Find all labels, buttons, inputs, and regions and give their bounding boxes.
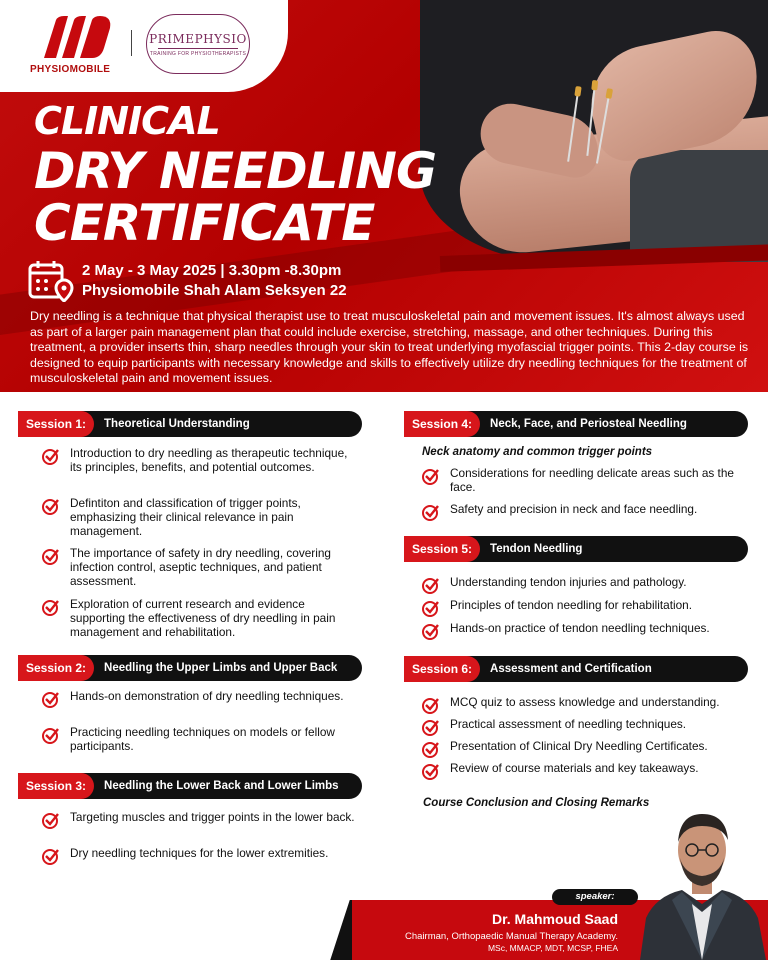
check-icon <box>422 576 440 594</box>
session-4-title: Neck, Face, and Periosteal Needling <box>490 418 687 430</box>
list-item <box>42 546 362 588</box>
check-icon <box>422 622 440 640</box>
list-item <box>422 575 752 594</box>
physiomobile-wordmark: PHYSIOMOBILE <box>30 64 111 75</box>
check-icon <box>42 811 60 829</box>
title-line-dry-needling: DRY NEEDLING <box>34 142 437 200</box>
session-5-title: Tendon Needling <box>490 543 583 555</box>
check-icon <box>42 547 60 565</box>
title-line-clinical: CLINICAL <box>34 99 220 143</box>
speaker-credentials: MSc, MMACP, MDT, MCSP, FHEA <box>487 943 618 953</box>
list-item <box>422 739 762 758</box>
session-3-header <box>18 773 362 799</box>
session-3-title: Needling the Lower Back and Lower Limbs <box>104 780 339 792</box>
course-description: Dry needling is a technique that physical therapist use to treat musculoskeletal pain and movement issues. It's almost always used as part of a larger pain management plan that could include exercise, stretching, massage, and other techniques. During this treatment, a provider inserts thin, sharp needles through your skin to treat underlying myofascial trigger points. This 2-day course is designed to equip participants with necessary knowledge and skills to effectively utilize dry needling techniques for the treatment of musculoskeletal pain and movement issues. <box>30 309 749 385</box>
physiomobile-logo <box>30 14 120 84</box>
check-icon <box>422 467 440 485</box>
primephysio-tagline: TRAINING FOR PHYSIOTHERAPISTS <box>149 50 247 57</box>
session-4-header <box>404 411 748 437</box>
check-icon <box>422 740 440 758</box>
speaker-tag: speaker: <box>552 889 638 905</box>
session-1-label: Session 1: <box>18 411 94 437</box>
check-icon <box>422 718 440 736</box>
list-item-text: Dry needling techniques for the lower extremities. <box>70 846 329 860</box>
session-1-header <box>18 411 362 437</box>
physiomobile-logo-icon <box>38 14 118 60</box>
speaker-name: Dr. Mahmoud Saad <box>491 911 618 927</box>
check-icon <box>422 599 440 617</box>
speaker-role: Chairman, Orthopaedic Manual Therapy Academy. <box>405 931 618 942</box>
check-icon <box>42 847 60 865</box>
session-2-title: Needling the Upper Limbs and Upper Back <box>104 662 338 674</box>
list-item <box>422 466 752 494</box>
list-item-text: Review of course materials and key takeaways. <box>450 761 699 775</box>
list-item-text: MCQ quiz to assess knowledge and understanding. <box>450 695 720 709</box>
list-item-text: Presentation of Clinical Dry Needling Certificates. <box>450 739 708 753</box>
speaker-photo <box>636 800 768 960</box>
session-4-subheading: Neck anatomy and common trigger points <box>422 446 653 458</box>
list-item-text: Introduction to dry needling as therapeutic technique, its principles, benefits, and potential outcomes. <box>70 446 348 474</box>
list-item-text: Safety and precision in neck and face needling. <box>450 502 698 516</box>
list-item-text: Hands-on practice of tendon needling techniques. <box>450 621 710 635</box>
session-6-header <box>404 656 748 682</box>
check-icon <box>42 497 60 515</box>
primephysio-logo <box>146 14 250 74</box>
logo-panel <box>0 0 288 92</box>
check-icon <box>422 762 440 780</box>
list-item <box>42 446 362 474</box>
list-item <box>42 496 362 538</box>
list-item-text: Hands-on demonstration of dry needling techniques. <box>70 689 344 703</box>
event-venue: Physiomobile Shah Alam Seksyen 22 <box>82 282 347 299</box>
session-5-label: Session 5: <box>404 536 480 562</box>
list-item <box>42 725 362 753</box>
list-item <box>422 502 752 521</box>
calendar-location-icon <box>28 260 74 302</box>
check-icon <box>42 726 60 744</box>
list-item <box>422 621 752 640</box>
session-2-header <box>18 655 362 681</box>
session-4-label: Session 4: <box>404 411 480 437</box>
list-item <box>42 810 362 829</box>
event-date-time: 2 May - 3 May 2025 | 3.30pm -8.30pm <box>82 262 342 279</box>
primephysio-wordmark: PRIMEPHYSIO <box>149 31 247 46</box>
session-6-label: Session 6: <box>404 656 480 682</box>
check-icon <box>422 503 440 521</box>
list-item-text: Exploration of current research and evidence supporting the effectiveness of dry needling in pain management and rehabilitation. <box>70 597 336 639</box>
list-item <box>422 761 762 780</box>
list-item-text: Practical assessment of needling techniques. <box>450 717 687 731</box>
list-item <box>422 695 762 714</box>
list-item <box>42 597 362 639</box>
list-item-text: Practicing needling techniques on models or fellow participants. <box>70 725 335 753</box>
list-item <box>422 598 752 617</box>
logo-divider <box>131 30 132 56</box>
list-item-text: Targeting muscles and trigger points in the lower back. <box>70 810 355 824</box>
list-item <box>42 846 362 865</box>
list-item-text: Understanding tendon injuries and pathology. <box>450 575 687 589</box>
list-item-text: The importance of safety in dry needling, covering infection control, aseptic techniques, and patient assessment. <box>70 546 331 588</box>
check-icon <box>42 598 60 616</box>
session-1-title: Theoretical Understanding <box>104 418 250 430</box>
session-5-header <box>404 536 748 562</box>
title-line-certificate: CERTIFICATE <box>34 194 375 252</box>
event-details <box>28 260 488 304</box>
list-item-text: Considerations for needling delicate areas such as the face. <box>450 466 734 494</box>
check-icon <box>42 690 60 708</box>
list-item-text: Principles of tendon needling for rehabilitation. <box>450 598 692 612</box>
list-item-text: Defintiton and classification of trigger points, emphasizing their clinical relevance in pain management. <box>70 496 301 538</box>
check-icon <box>42 447 60 465</box>
hero-photo <box>420 0 768 262</box>
course-conclusion: Course Conclusion and Closing Remarks <box>423 797 650 809</box>
session-2-label: Session 2: <box>18 655 94 681</box>
session-6-title: Assessment and Certification <box>490 663 652 675</box>
session-3-label: Session 3: <box>18 773 94 799</box>
check-icon <box>422 696 440 714</box>
list-item <box>42 689 362 708</box>
list-item <box>422 717 762 736</box>
